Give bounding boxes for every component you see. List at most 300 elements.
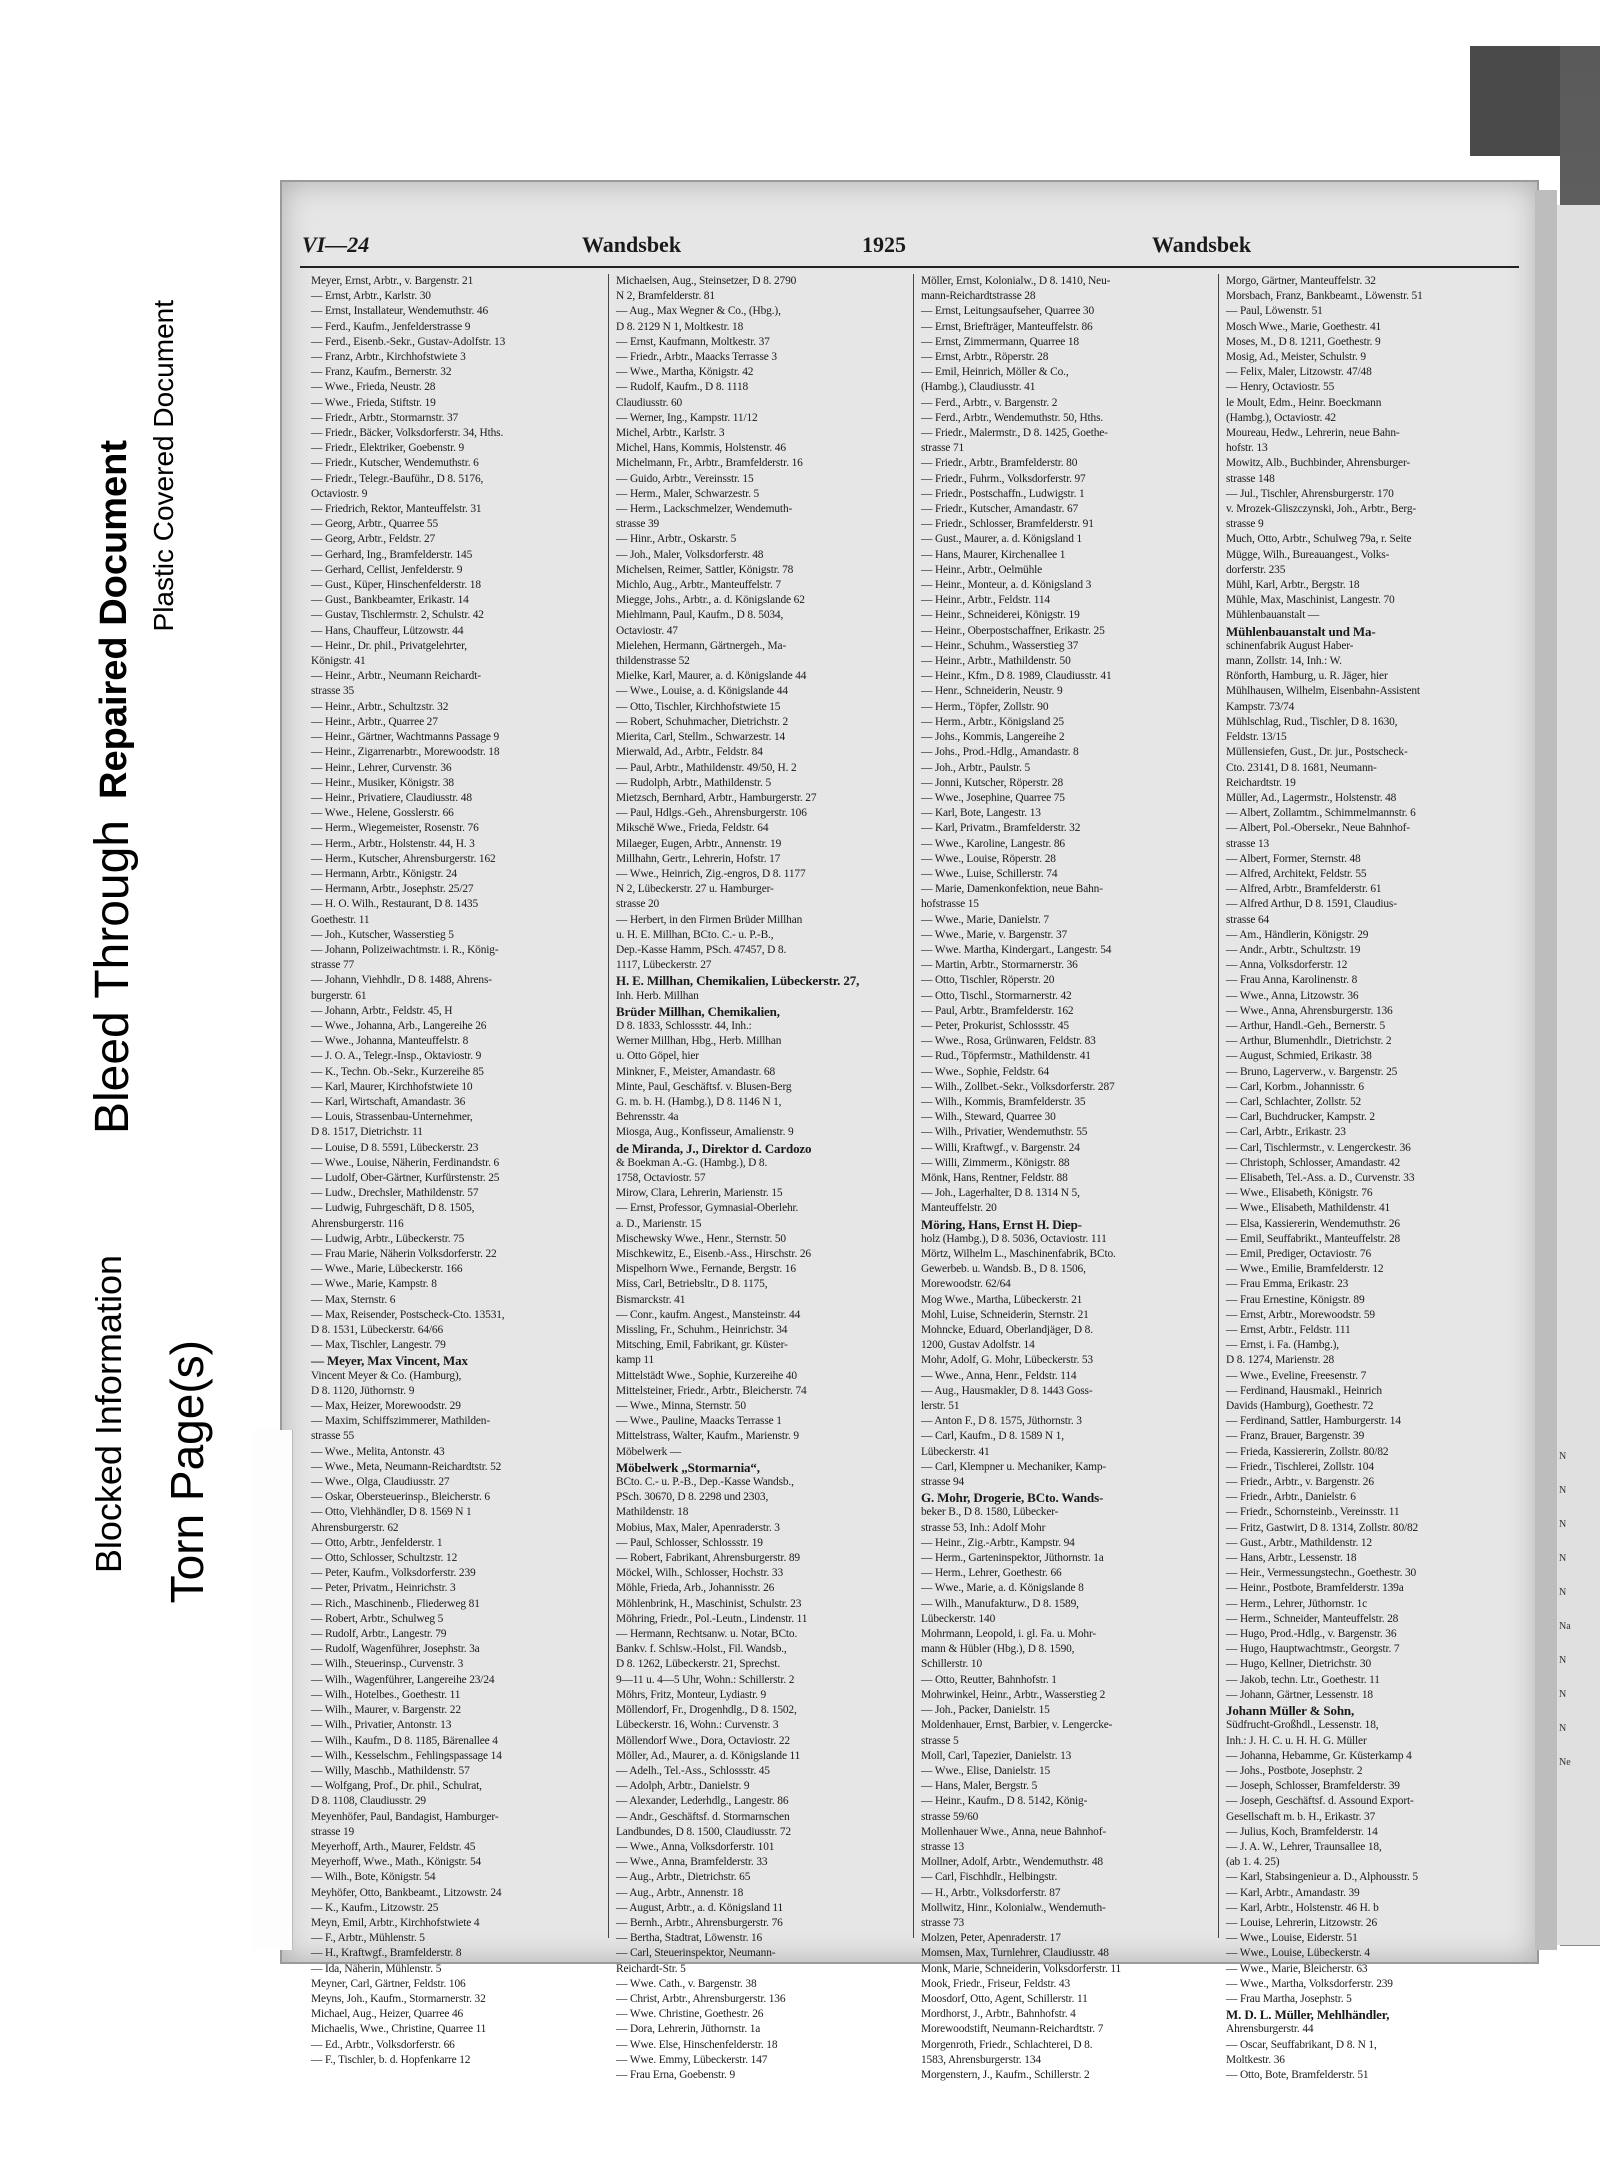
directory-entry: — K., Kaufm., Litzowstr. 25	[311, 1901, 439, 1914]
directory-entry: — Willi, Zimmerm., Königstr. 88	[921, 1156, 1070, 1169]
directory-entry: strasse 64	[1226, 913, 1270, 926]
directory-entry: Goethestr. 11	[311, 913, 370, 926]
label-torn-pages: Torn Page(s)	[161, 1340, 213, 1604]
directory-entry: thildenstrasse 52	[616, 655, 690, 668]
directory-entry: — Paul, Schlosser, Schlossstr. 19	[616, 1536, 763, 1549]
column-1	[304, 274, 609, 2066]
directory-entry: Möhring, Friedr., Pol.-Leutn., Lindenstr. 11	[616, 1612, 808, 1625]
directory-entry: — Arthur, Blumenhdlr., Dietrichstr. 2	[1226, 1035, 1392, 1048]
label-bleed-through: Bleed Through	[86, 820, 139, 1135]
directory-entry: — Julius, Koch, Bramfelderstr. 14	[1226, 1825, 1378, 1838]
directory-entry: — H., Arbtr., Volksdorferstr. 87	[921, 1886, 1061, 1899]
directory-entry: — Karl, Arbtr., Holstenstr. 46 H. b	[1226, 1901, 1379, 1914]
directory-entry: — Hermann, Arbtr., Königstr. 24	[311, 867, 457, 880]
directory-entry: Michelsen, Reimer, Sattler, Königstr. 78	[616, 563, 794, 576]
directory-entry: — Ernst, Professor, Gymnasial-Oberlehr.	[616, 1202, 799, 1215]
directory-entry: — Henry, Octaviostr. 55	[1226, 381, 1335, 394]
directory-entry: — Alfred, Arbtr., Bramfelderstr. 61	[1226, 883, 1382, 896]
directory-entry: Michaelis, Wwe., Christine, Quarree 11	[311, 2023, 487, 2036]
directory-entry: Octaviostr. 9	[311, 487, 368, 500]
directory-entry: strasse 13	[1226, 837, 1270, 850]
directory-entry: — Wwe., Marie, Bleicherstr. 63	[1226, 1962, 1368, 1975]
directory-entry: Meyns, Joh., Kaufm., Stormarnerstr. 32	[311, 1992, 486, 2005]
directory-entry: Mikschë Wwe., Frieda, Feldstr. 64	[616, 822, 769, 835]
directory-entry: Mühlschlag, Rud., Tischler, D 8. 1630,	[1226, 715, 1398, 728]
directory-entry: — Wwe., Helene, Gosslerstr. 66	[311, 807, 454, 820]
directory-entry: — Robert, Fabrikant, Ahrensburgerstr. 89	[616, 1552, 800, 1565]
directory-entry: — Jakob, techn. Ltr., Goethestr. 11	[1226, 1673, 1380, 1686]
directory-entry: Möllendorf, Fr., Drogenhdlg., D 8. 1502,	[616, 1704, 797, 1717]
directory-entry: Missling, Fr., Schuhm., Heinrichstr. 34	[616, 1324, 788, 1337]
directory-entry: — Bernh., Arbtr., Ahrensburgerstr. 76	[616, 1916, 783, 1929]
directory-entry: — Herm., Maler, Schwarzestr. 5	[616, 487, 760, 500]
directory-entry: — Peter, Kaufm., Volksdorferstr. 239	[311, 1567, 476, 1580]
directory-entry: — Jonni, Kutscher, Röperstr. 28	[921, 776, 1064, 789]
directory-entry: Ahrensburgerstr. 44	[1226, 2023, 1314, 2036]
directory-entry: — Carl, Fischhdlr., Helbingstr.	[921, 1871, 1058, 1884]
directory-entry: — Heinr., Arbtr., Quarree 27	[311, 715, 438, 728]
directory-entry: — Karl, Maurer, Kirchhofstwiete 10	[311, 1080, 473, 1093]
directory-entry: D 8. 1517, Dietrichstr. 11	[311, 1126, 423, 1139]
directory-entry: — Werner, Ing., Kampstr. 11/12	[616, 411, 758, 424]
directory-entry: Michel, Hans, Kommis, Holstenstr. 46	[616, 442, 786, 455]
directory-entry: — Wwe., Karoline, Langestr. 86	[921, 837, 1065, 850]
directory-entry: — Friedr., Arbtr., Stormarnstr. 37	[311, 411, 459, 424]
directory-entry: — Wwe., Heinrich, Zig.-engros, D 8. 1177	[616, 867, 806, 880]
directory-entry: — F., Tischler, b. d. Hopfenkarre 12	[311, 2053, 471, 2066]
directory-entry: Mühlenbauanstalt —	[1226, 609, 1320, 622]
directory-entry: — Heinr., Kaufm., D 8. 5142, König-	[921, 1795, 1088, 1808]
directory-entry: Mietzsch, Bernhard, Arbtr., Hamburgerstr. 27	[616, 791, 817, 804]
directory-entry: — Wwe., Frieda, Neustr. 28	[311, 381, 436, 394]
directory-entry: Lübeckerstr. 41	[921, 1445, 990, 1458]
directory-entry: — Johs., Prod.-Hdlg., Amandastr. 8	[921, 746, 1079, 759]
directory-entry: — Elisabeth, Tel.-Ass. a. D., Curvenstr. 33	[1226, 1171, 1415, 1184]
directory-entry: Mischkewitz, E., Eisenb.-Ass., Hirschstr. 26	[616, 1248, 811, 1260]
directory-entry: — Heinr., Dr. phil., Privatgelehrter,	[311, 639, 467, 652]
directory-entry: — Peter, Prokurist, Schlossstr. 45	[921, 1019, 1069, 1032]
directory-entry: — Ferd., Arbtr., v. Bargenstr. 2	[921, 396, 1058, 409]
directory-entry: Molzen, Peter, Apenraderstr. 17	[921, 1932, 1061, 1945]
directory-entry: — Wwe., Minna, Sternstr. 50	[616, 1400, 746, 1413]
directory-entry: Michel, Arbtr., Karlstr. 3	[616, 427, 725, 440]
directory-entry: Minkner, F., Meister, Amandastr. 68	[616, 1065, 776, 1078]
directory-entry: — Wwe. Martha, Kindergart., Langestr. 54	[921, 943, 1112, 956]
directory-entry: — Louise, Lehrerin, Litzowstr. 26	[1226, 1916, 1378, 1929]
directory-entry: — Gust., Arbtr., Mathildenstr. 12	[1226, 1536, 1372, 1549]
directory-entry: — Ferdinand, Hausmakl., Heinrich	[1226, 1384, 1382, 1397]
directory-entry: — Rich., Maschinenb., Fliederweg 81	[311, 1597, 480, 1610]
directory-entry: Morgo, Gärtner, Manteuffelstr. 32	[1226, 275, 1376, 287]
directory-entry: Möbelwerk „Stormarnia“,	[616, 1459, 760, 1475]
directory-entry: — Wilh., Maurer, v. Bargenstr. 22	[311, 1704, 461, 1717]
directory-entry: — Wwe., Anna, Bramfelderstr. 33	[616, 1856, 768, 1869]
directory-entry: strasse 9	[1226, 518, 1264, 531]
directory-entry: — Hinr., Arbtr., Oskarstr. 5	[616, 533, 737, 546]
directory-entry: — Ernst, Arbtr., Röperstr. 28	[921, 351, 1049, 364]
directory-entry: Mollner, Adolf, Arbtr., Wendemuthstr. 48	[921, 1856, 1103, 1869]
directory-entry: Morgenroth, Friedr., Schlachterei, D 8.	[921, 2038, 1093, 2051]
directory-entry: — Wwe., Marie, Lübeckerstr. 166	[311, 1263, 463, 1276]
directory-entry: strasse 13	[921, 1840, 965, 1853]
directory-entry: — Max, Tischler, Langestr. 79	[311, 1339, 446, 1352]
directory-entry: Mühlenbauanstalt und Ma-	[1226, 623, 1376, 639]
directory-entry: — Hugo, Hauptwachtmstr., Georgstr. 7	[1226, 1643, 1400, 1656]
directory-entry: — H., Kraftwgf., Bramfelderstr. 8	[311, 1947, 462, 1960]
directory-entry: — Johanna, Hebamme, Gr. Küsterkamp 4	[1226, 1749, 1412, 1762]
directory-entry: — Frau Anna, Karolinenstr. 8	[1226, 974, 1358, 987]
directory-entry: — Peter, Privatm., Heinrichstr. 3	[311, 1582, 456, 1595]
directory-entry: — Joh., Packer, Danielstr. 15	[921, 1704, 1050, 1717]
directory-entry: — Otto, Tischler, Röperstr. 20	[921, 974, 1055, 987]
directory-entry: — Am., Händlerin, Königstr. 29	[1226, 928, 1369, 941]
directory-entry: Schillerstr. 10	[921, 1658, 983, 1671]
directory-entry: — Joh., Maler, Volksdorferstr. 48	[616, 548, 764, 561]
directory-entry: — Ed., Arbtr., Volksdorferstr. 66	[311, 2038, 455, 2051]
directory-entry: PSch. 30670, D 8. 2298 und 2303,	[616, 1491, 769, 1504]
facing-page-fragment: N	[1559, 1587, 1567, 1598]
directory-entry: — Heinr., Musiker, Königstr. 38	[311, 776, 454, 789]
directory-entry: — Wilh., Kesselschm., Fehlingspassage 14	[311, 1749, 502, 1762]
directory-entry: — Joseph, Geschäftsf. d. Assound Export-	[1226, 1795, 1414, 1808]
directory-entry: — Wilh., Manufakturw., D 8. 1589,	[921, 1597, 1079, 1610]
directory-entry: — Ludw., Drechsler, Mathildenstr. 57	[311, 1187, 479, 1200]
directory-entry: Mobius, Max, Maler, Apenraderstr. 3	[616, 1521, 780, 1534]
directory-entry: N 2, Bramfelderstr. 81	[616, 290, 715, 303]
directory-entry: Mügge, Wilh., Bureauangest., Volks-	[1226, 548, 1390, 561]
directory-entry: Möller, Ad., Maurer, a. d. Königslande 11	[616, 1749, 801, 1762]
directory-entry: — Friedr., Bäcker, Volksdorferstr. 34, Hths.	[311, 427, 504, 440]
directory-entry: — Otto, Viehhändler, D 8. 1569 N 1	[311, 1506, 472, 1519]
directory-entry: — Frau Emma, Erikastr. 23	[1226, 1278, 1349, 1291]
directory-entry: Milaeger, Eugen, Arbtr., Annenstr. 19	[616, 837, 782, 850]
directory-entry: — Ferdinand, Sattler, Hamburgerstr. 14	[1226, 1415, 1401, 1428]
directory-entry: strasse 71	[921, 442, 965, 455]
directory-entry: strasse 55	[311, 1430, 355, 1443]
directory-page	[280, 180, 1539, 2081]
directory-entry: — Wilh., Zollbet.-Sekr., Volksdorferstr. 287	[921, 1080, 1115, 1093]
directory-entry: — Herm., Arbtr., Königsland 25	[921, 715, 1064, 728]
directory-entry: — Wwe., Marie, Danielstr. 7	[921, 913, 1049, 926]
directory-entry: strasse 59/60	[921, 1810, 979, 1823]
directory-entry: Reichardt-Str. 5	[616, 1962, 686, 1975]
directory-entry: — Wilh., Hotelbes., Goethestr. 11	[311, 1688, 461, 1701]
directory-entry: strasse 5	[921, 1734, 959, 1747]
directory-entry: — Albert, Former, Sternstr. 48	[1226, 852, 1361, 865]
directory-entry: Mosig, Ad., Meister, Schulstr. 9	[1226, 351, 1366, 364]
directory-entry: — Oscar, Seuffabrikant, D 8. N 1,	[1226, 2038, 1377, 2051]
directory-entry: 1200, Gustav Adolfstr. 14	[921, 1339, 1035, 1352]
directory-entry: de Miranda, J., Direktor d. Cardozo	[616, 1140, 812, 1156]
directory-entry: — Andr., Geschäftsf. d. Stormarnschen	[616, 1810, 790, 1823]
directory-entry: — Heinr., Gärtner, Wachtmanns Passage 9	[311, 731, 500, 744]
directory-entry: Möring, Hans, Ernst H. Diep-	[921, 1216, 1082, 1232]
directory-entry: — Aug., Max Wegner & Co., (Hbg.),	[616, 305, 781, 318]
directory-entry: — Johs., Postbote, Josephstr. 2	[1226, 1764, 1363, 1777]
directory-entry: 1117, Lübeckerstr. 27	[616, 959, 712, 972]
directory-entry: Ahrensburgerstr. 62	[311, 1521, 399, 1534]
directory-entry: — Wwe., Olga, Claudiusstr. 27	[311, 1476, 450, 1489]
directory-entry: Mitsching, Emil, Fabrikant, gr. Küster-	[616, 1339, 788, 1352]
directory-entry: Meyenhöfer, Paul, Bandagist, Hamburger-	[311, 1810, 499, 1823]
directory-entry: Mohncke, Eduard, Oberlandjäger, D 8.	[921, 1324, 1093, 1337]
directory-entry: — Friedr., Elektriker, Goebenstr. 9	[311, 442, 465, 455]
directory-entry: — Elsa, Kassiererin, Wendemuthstr. 26	[1226, 1217, 1400, 1230]
directory-entry: Michaelsen, Aug., Steinsetzer, D 8. 2790	[616, 275, 797, 287]
directory-entry: — Frau Marie, Näherin Volksdorferstr. 22	[311, 1248, 497, 1260]
directory-entry: — Alexander, Lederhdlg., Langestr. 86	[616, 1795, 789, 1808]
directory-entry: Meyner, Carl, Gärtner, Feldstr. 106	[311, 1977, 466, 1990]
directory-entry: — Wwe., Elisabeth, Königstr. 76	[1226, 1187, 1373, 1200]
directory-entry: — Paul, Arbtr., Mathildenstr. 49/50, H. 2	[616, 761, 797, 774]
directory-entry: — Arthur, Handl.-Geh., Bernerstr. 5	[1226, 1019, 1386, 1032]
directory-entry: — Karl, Stabsingenieur a. D., Alphousstr. 5	[1226, 1871, 1418, 1884]
directory-entry: Morewoodstift, Neumann-Reichardtstr. 7	[921, 2023, 1104, 2036]
directory-entry: Claudiusstr. 60	[616, 396, 683, 409]
directory-entry: — Ernst, Arbtr., Karlstr. 30	[311, 290, 431, 303]
directory-entry: BCto. C.- u. P.-B., Dep.-Kasse Wandsb.,	[616, 1476, 794, 1489]
directory-entry: — Friedr., Kutscher, Wendemuthstr. 6	[311, 457, 479, 470]
directory-entry: Morewoodstr. 62/64	[921, 1278, 1011, 1291]
directory-entry: — Felix, Maler, Litzowstr. 47/48	[1226, 366, 1372, 379]
directory-entry: Mordhorst, J., Arbtr., Bahnhofstr. 4	[921, 2008, 1076, 2021]
directory-entry: Mierita, Carl, Stellm., Schwarzestr. 14	[616, 731, 786, 744]
directory-entry: — Joh., Kutscher, Wasserstieg 5	[311, 928, 454, 941]
directory-entry: — Friedr., Schornsteinb., Vereinsstr. 11	[1226, 1506, 1400, 1519]
label-repaired-document: Repaired Document	[93, 440, 135, 799]
directory-entry: H. E. Millhan, Chemikalien, Lübeckerstr. 27,	[616, 973, 860, 989]
directory-entry: — Otto, Reutter, Bahnhofstr. 1	[921, 1673, 1057, 1686]
directory-entry: a. D., Marienstr. 15	[616, 1217, 702, 1230]
page-header	[282, 232, 1537, 260]
directory-entry: Davids (Hamburg), Goethestr. 72	[1226, 1400, 1374, 1413]
directory-entry: — Herm., Kutscher, Ahrensburgerstr. 162	[311, 852, 496, 865]
directory-entry: mann-Reichardtstrasse 28	[921, 290, 1036, 303]
directory-entry: — Emil, Seuffabrikt., Manteuffelstr. 28	[1226, 1232, 1401, 1245]
directory-entry: Inh. Herb. Millhan	[616, 989, 699, 1002]
directory-entry: — Bertha, Stadtrat, Löwenstr. 16	[616, 1932, 763, 1945]
directory-entry: mann, Zollstr. 14, Inh.: W.	[1226, 655, 1342, 668]
directory-entry: — Franz, Brauer, Bargenstr. 39	[1226, 1430, 1365, 1443]
directory-entry: D 8. 1274, Marienstr. 28	[1226, 1354, 1335, 1367]
directory-entry: — Wilh., Bote, Königstr. 54	[311, 1871, 436, 1884]
directory-entry: mann & Hübler (Hbg.), D 8. 1590,	[921, 1643, 1075, 1656]
header-year: 1925	[862, 232, 906, 257]
directory-entry: G. m. b. H. (Hambg.), D 8. 1146 N 1,	[616, 1095, 782, 1108]
directory-entry: Mischewsky Wwe., Henr., Sternstr. 50	[616, 1232, 786, 1245]
directory-entry: Johann Müller & Sohn,	[1226, 1703, 1355, 1719]
directory-entry: — Heinr., Arbtr., Neumann Reichardt-	[311, 670, 481, 683]
directory-entry: — Wolfgang, Prof., Dr. phil., Schulrat,	[311, 1780, 482, 1793]
directory-entry: — Ernst, Arbtr., Feldstr. 111	[1226, 1324, 1351, 1337]
directory-entry: — Paul, Arbtr., Bramfelderstr. 162	[921, 1004, 1074, 1017]
directory-entry: G. Mohr, Drogerie, BCto. Wands-	[921, 1490, 1104, 1506]
directory-entry: Mierwald, Ad., Arbtr., Feldstr. 84	[616, 746, 763, 759]
directory-entry: Mispelhorn Wwe., Fernande, Bergstr. 16	[616, 1263, 796, 1276]
directory-entry: — Wwe., Sophie, Feldstr. 64	[921, 1065, 1049, 1078]
directory-entry: u. Otto Göpel, hier	[616, 1050, 699, 1063]
directory-entry: — Louise, D 8. 5591, Lübeckerstr. 23	[311, 1141, 479, 1154]
directory-entry: — Max, Sternstr. 6	[311, 1293, 396, 1306]
directory-entry: Mog Wwe., Martha, Lübeckerstr. 21	[921, 1293, 1083, 1306]
directory-entry: — Emil, Heinrich, Möller & Co.,	[921, 366, 1069, 379]
facing-page-fragment: N	[1559, 1485, 1567, 1496]
facing-page-fragment: N	[1559, 1553, 1567, 1564]
directory-entry: Meyn, Emil, Arbtr., Kirchhofstwiete 4	[311, 1916, 480, 1929]
directory-entry: — Heinr., Lehrer, Curvenstr. 36	[311, 761, 452, 774]
directory-entry: — Friedr., Schlosser, Bramfelderstr. 91	[921, 518, 1094, 531]
directory-entry: Ahrensburgerstr. 116	[311, 1217, 404, 1230]
directory-entry: — Paul, Löwenstr. 51	[1226, 305, 1323, 318]
directory-entry: D 8. 1108, Claudiusstr. 29	[311, 1795, 426, 1808]
directory-entry: Moosdorf, Otto, Agent, Schillerstr. 11	[921, 1992, 1088, 2005]
directory-entry: — August, Arbtr., a. d. Königsland 11	[616, 1901, 784, 1914]
directory-entry: — Rudolf, Arbtr., Langestr. 79	[311, 1628, 447, 1641]
header-title-left: Wandsbek	[582, 232, 682, 257]
directory-entry: D 8. 1262, Lübeckerstr. 21, Sprechst.	[616, 1658, 781, 1671]
directory-entry: — Friedr., Tischlerei, Zollstr. 104	[1226, 1460, 1374, 1473]
directory-entry: — Joh., Lagerhalter, D 8. 1314 N 5,	[921, 1187, 1080, 1200]
facing-page-fragment: Na	[1559, 1621, 1571, 1632]
directory-entry: — Friedr., Postschaffn., Ludwigstr. 1	[921, 487, 1085, 500]
directory-entry: — Carl, Steuerinspektor, Neumann-	[616, 1947, 776, 1960]
directory-entry: — Herm., Schneider, Manteuffelstr. 28	[1226, 1612, 1399, 1625]
directory-entry: Meyhöfer, Otto, Bankbeamt., Litzowstr. 24	[311, 1886, 502, 1899]
directory-entry: — Jul., Tischler, Ahrensburgerstr. 170	[1226, 487, 1394, 500]
directory-entry: Mühlhausen, Wilhelm, Eisenbahn-Assistent	[1226, 685, 1420, 698]
directory-entry: — Adelh., Tel.-Ass., Schlossstr. 45	[616, 1764, 770, 1777]
directory-entry: — Friedr., Malermstr., D 8. 1425, Goethe-	[921, 427, 1108, 440]
directory-entry: — Johann, Polizeiwachtmstr. i. R., König-	[311, 943, 499, 956]
directory-entry: — Herm., Arbtr., Holstenstr. 44, H. 3	[311, 837, 475, 850]
directory-entry: Kampstr. 73/74	[1226, 700, 1295, 713]
directory-entry: — Otto, Tischler, Kirchhofstwiete 15	[616, 700, 781, 713]
directory-entry: Landbundes, D 8. 1500, Claudiusstr. 72	[616, 1825, 791, 1838]
directory-entry: — Wwe., Anna, Litzowstr. 36	[1226, 989, 1359, 1002]
directory-entry: — Friedr., Fuhrm., Volksdorferstr. 97	[921, 472, 1086, 485]
directory-entry: — Ernst, Arbtr., Morewoodstr. 59	[1226, 1308, 1375, 1321]
directory-entry: D 8. 2129 N 1, Moltkestr. 18	[616, 320, 744, 333]
directory-entry: Mollwitz, Hinr., Kolonialw., Wendemuth-	[921, 1901, 1106, 1914]
directory-entry: — Carl, Buchdrucker, Kampstr. 2	[1226, 1111, 1375, 1124]
directory-entry: Dep.-Kasse Hamm, PSch. 47457, D 8.	[616, 943, 787, 956]
directory-entry: Meyer, Ernst, Arbtr., v. Bargenstr. 21	[311, 275, 474, 287]
directory-entry: — Wwe. Else, Hinschenfelderstr. 18	[616, 2038, 778, 2051]
directory-entry: — Wwe., Anna, Henr., Feldstr. 114	[921, 1369, 1077, 1382]
directory-entry: Bankv. f. Schlsw.-Holst., Fil. Wandsb.,	[616, 1643, 787, 1656]
directory-entry: — Heinr., Schneiderei, Königstr. 19	[921, 609, 1080, 622]
directory-entry: Miosga, Aug., Konfisseur, Amalienstr. 9	[616, 1126, 794, 1139]
directory-entry: — Frau Erna, Goebenstr. 9	[616, 2068, 735, 2081]
directory-entry: — Hans, Arbtr., Lessenstr. 18	[1226, 1552, 1357, 1565]
directory-entry: — Hans, Chauffeur, Lützowstr. 44	[311, 624, 464, 637]
directory-entry: — Friedr., Arbtr., Danielstr. 6	[1226, 1491, 1356, 1504]
directory-entry: — Johann, Gärtner, Lessenstr. 18	[1226, 1688, 1373, 1701]
directory-entry: — Ernst, i. Fa. (Hambg.),	[1226, 1339, 1339, 1352]
directory-entry: — Gerhard, Ing., Bramfelderstr. 145	[311, 548, 473, 561]
directory-entry: — Aug., Hausmakler, D 8. 1443 Goss-	[921, 1384, 1093, 1397]
directory-entry: — Louis, Strassenbau-Unternehmer,	[311, 1111, 473, 1124]
directory-entry: — Emil, Prediger, Octaviostr. 76	[1226, 1248, 1372, 1260]
directory-entry: N 2, Lübeckerstr. 27 u. Hamburger-	[616, 883, 774, 896]
directory-entry: — Wwe., Marie, Kampstr. 8	[311, 1278, 437, 1291]
directory-entry: — Dora, Lehrerin, Jüthornstr. 1a	[616, 2023, 761, 2036]
directory-entry: — Carl, Klempner u. Mechaniker, Kamp-	[921, 1460, 1107, 1473]
directory-entry: — Willi, Kraftwgf., v. Bargenstr. 24	[921, 1141, 1080, 1154]
directory-entry: — F., Arbtr., Mühlenstr. 5	[311, 1932, 425, 1945]
directory-entry: Mittelstrass, Walter, Kaufm., Marienstr. 9	[616, 1430, 799, 1443]
directory-entry: — Gerhard, Cellist, Jenfelderstr. 9	[311, 563, 463, 576]
directory-entry: Brüder Millhan, Chemikalien,	[616, 1003, 780, 1019]
directory-entry: — Max, Reisender, Postscheck-Cto. 13531,	[311, 1308, 505, 1321]
directory-entry: — Anna, Volksdorferstr. 12	[1226, 959, 1348, 972]
directory-entry: — Ludwig, Arbtr., Lübeckerstr. 75	[311, 1232, 465, 1245]
directory-entry: — Herm., Lehrer, Jüthornstr. 1c	[1226, 1597, 1368, 1610]
directory-entry: — Frau Martha, Josephstr. 5	[1226, 1992, 1352, 2005]
directory-entry: — Wwe., Anna, Ahrensburgerstr. 136	[1226, 1004, 1393, 1017]
book-gutter	[1535, 190, 1557, 1950]
directory-entry: — Adolph, Arbtr., Danielstr. 9	[616, 1780, 750, 1793]
directory-entry: — Heinr., Arbtr., Feldstr. 114	[921, 594, 1050, 607]
directory-entry: Moltkestr. 36	[1226, 2053, 1285, 2066]
directory-entry: — Meyer, Max Vincent, Max	[311, 1353, 468, 1369]
directory-entry: — Wwe. Emmy, Lübeckerstr. 147	[616, 2053, 768, 2066]
directory-entry: — Herm., Lehrer, Goethestr. 66	[921, 1567, 1062, 1580]
directory-entry: — Fritz, Gastwirt, D 8. 1314, Zollstr. 80/82	[1226, 1521, 1419, 1534]
directory-entry: — Rud., Töpfermstr., Mathildenstr. 41	[921, 1050, 1091, 1063]
directory-entry: Rönforth, Hamburg, u. R. Jäger, hier	[1226, 670, 1388, 683]
directory-entry: — Carl, Kaufm., D 8. 1589 N 1,	[921, 1430, 1064, 1443]
directory-entry: Königstr. 41	[311, 655, 366, 668]
directory-entry: Mirow, Clara, Lehrerin, Marienstr. 15	[616, 1187, 783, 1200]
directory-entry: v. Mrozek-Gliszczynski, Joh., Arbtr., Berg-	[1226, 503, 1417, 516]
directory-entry: Mönk, Hans, Rentner, Feldstr. 88	[921, 1171, 1068, 1184]
directory-entry: — Heinr., Oberpostschaffner, Erikastr. 25	[921, 624, 1105, 637]
directory-entry: Michelmann, Fr., Arbtr., Bramfelderstr. 16	[616, 457, 803, 470]
directory-entry: — Ernst, Kaufmann, Moltkestr. 37	[616, 335, 770, 348]
directory-entry: — Aug., Arbtr., Annenstr. 18	[616, 1886, 744, 1899]
directory-entry: — Heinr., Zigarrenarbtr., Morewoodstr. 18	[311, 746, 500, 759]
directory-entry: — Gust., Maurer, a. d. Königsland 1	[921, 533, 1083, 546]
directory-entry: Möller, Ernst, Kolonialw., D 8. 1410, Neu-	[921, 275, 1111, 287]
directory-entry: strasse 35	[311, 685, 355, 698]
directory-entry: M. D. L. Müller, Mehlhändler,	[1226, 2007, 1390, 2023]
directory-entry: 1583, Ahrensburgerstr. 134	[921, 2053, 1041, 2066]
directory-entry: — Georg, Arbtr., Quarree 55	[311, 518, 439, 531]
column-4	[1219, 274, 1523, 2081]
directory-entry: — Georg, Arbtr., Feldstr. 27	[311, 533, 436, 546]
directory-entry: — Wwe., Rosa, Grünwaren, Feldstr. 83	[921, 1035, 1096, 1048]
directory-entry: Octaviostr. 47	[616, 624, 678, 637]
directory-entry: Lübeckerstr. 16, Wohn.: Curvenstr. 3	[616, 1719, 779, 1732]
directory-entry: le Moult, Edm., Heinr. Boeckmann	[1226, 396, 1382, 409]
directory-entry: strasse 53, Inh.: Adolf Mohr	[921, 1521, 1046, 1534]
directory-entry: — Joh., Arbtr., Paulstr. 5	[921, 761, 1031, 774]
directory-entry: — Otto, Arbtr., Jenfelderstr. 1	[311, 1536, 443, 1549]
directory-entry: Müllensiefen, Gust., Dr. jur., Postscheck-	[1226, 746, 1408, 759]
directory-entry: — Andr., Arbtr., Schultzstr. 19	[1226, 943, 1361, 956]
directory-entry: dorferstr. 235	[1226, 563, 1286, 576]
directory-entry: Mittelsteiner, Friedr., Arbtr., Bleicherstr. 74	[616, 1384, 807, 1397]
directory-entry: Behrensstr. 4a	[616, 1111, 679, 1124]
directory-entry: — Karl, Bote, Langestr. 13	[921, 807, 1041, 820]
page-number: VI—24	[302, 232, 370, 257]
directory-entry: — Ernst, Briefträger, Manteuffelstr. 86	[921, 320, 1093, 333]
directory-entry: Möhle, Frieda, Arb., Johannisstr. 26	[616, 1582, 775, 1595]
directory-entry: — Carl, Korbm., Johannisstr. 6	[1226, 1080, 1364, 1093]
facing-page-fragment: N	[1559, 1451, 1567, 1462]
directory-entry: — Wilh., Privatier, Antonstr. 13	[311, 1719, 452, 1732]
